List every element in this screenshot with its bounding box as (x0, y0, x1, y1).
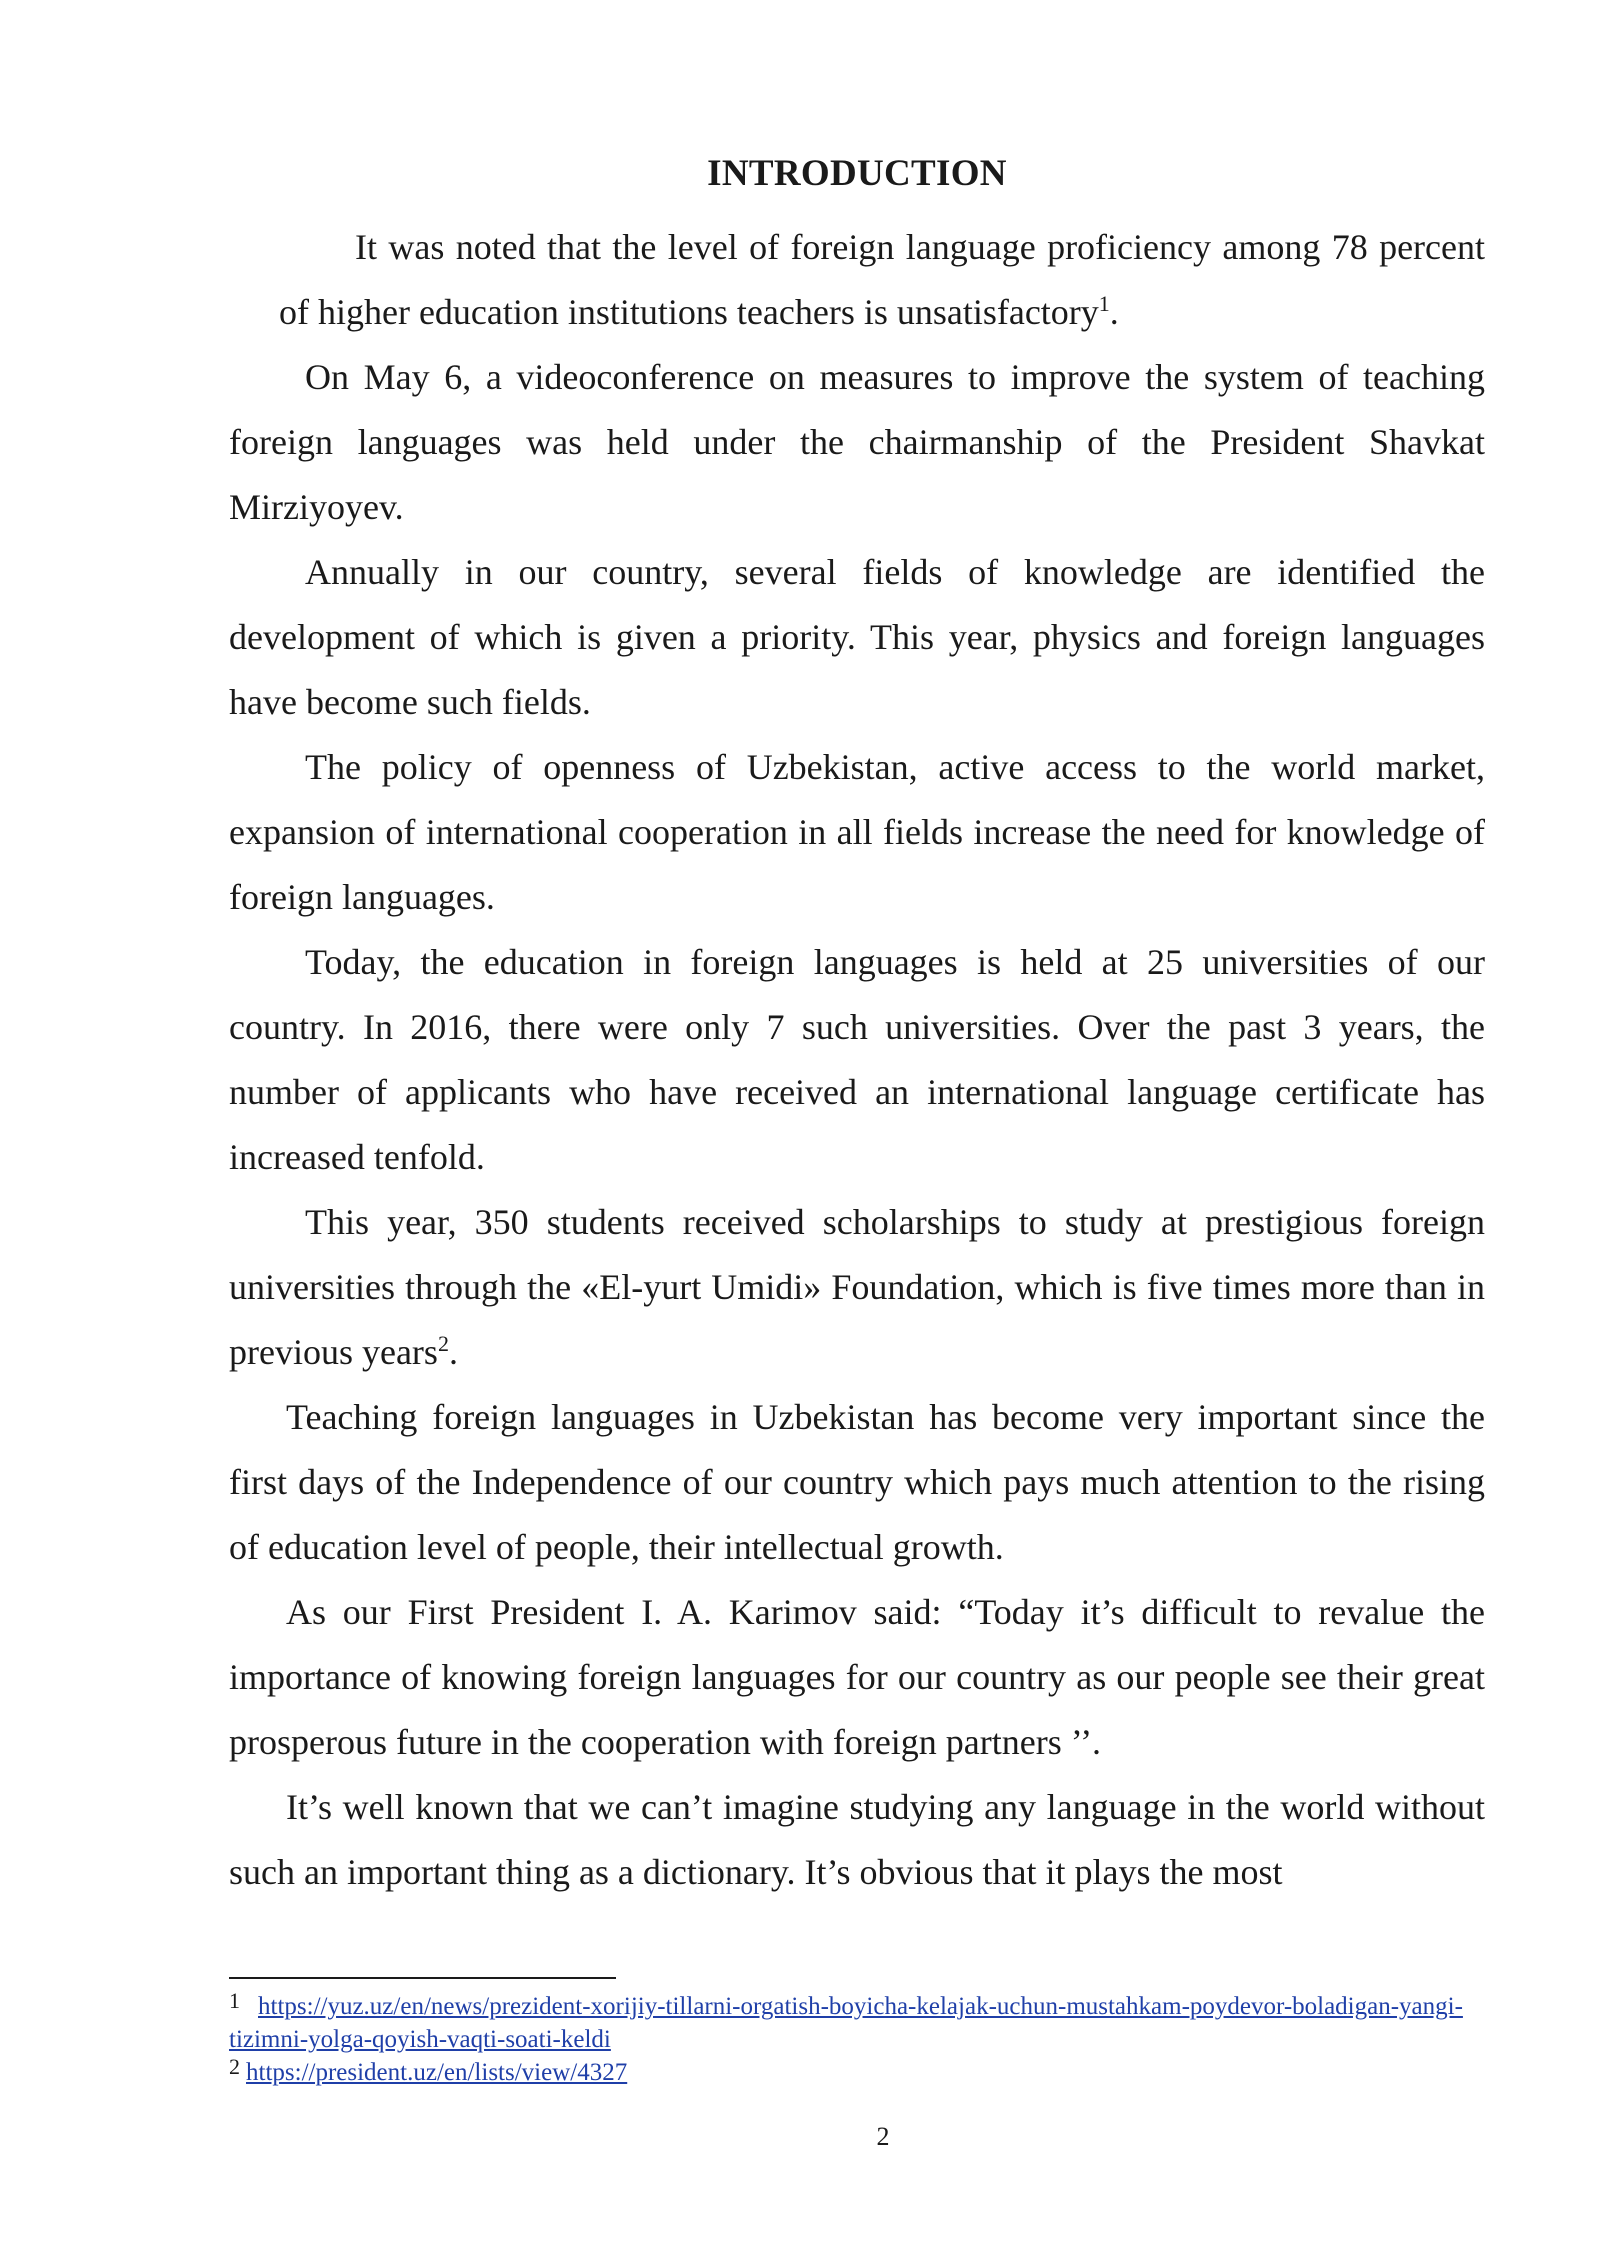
footnote-ref-1[interactable]: 1 (1098, 291, 1110, 316)
footnote-1-link[interactable]: https://yuz.uz/en/news/prezident-xorijiy-tillarni-orgatish-boyicha-kelajak-uchun-mustahkam-poydevor-boladigan-yangi-tizimni-yolga-qoyish-vaqti-soati-keldi (229, 1993, 1463, 2053)
paragraph-7: Teaching foreign languages in Uzbekistan has become very important since the first days of the Independence of our country which pays much attention to the rising of education level of people, their intellectual growth. (229, 1397, 1485, 1567)
paragraph-3: Annually in our country, several fields of knowledge are identified the development of which is given a priority. This year, physics and foreign languages have become such fields. (229, 552, 1485, 722)
paragraph-1 (279, 215, 1485, 345)
paragraph-2: On May 6, a videoconference on measures to improve the system of teaching foreign languages was held under the chairmanship of the President Shavkat Mirziyoyev. (229, 357, 1485, 527)
paragraph-9: It’s well known that we can’t imagine studying any language in the world without such an important thing as a dictionary. It’s obvious that it plays the most (229, 1787, 1485, 1892)
footnote-1 (229, 1990, 1488, 2056)
footnote-ref-2[interactable]: 2 (437, 1331, 449, 1356)
paragraph-1-end: . (1109, 292, 1119, 332)
footnotes (229, 1990, 1488, 2089)
paragraph-6-text: This year, 350 students received scholarships to study at prestigious foreign universities through the «El-yurt Umidi» Foundation, which is five times more than in previous years (229, 1202, 1485, 1372)
paragraph-4: The policy of openness of Uzbekistan, active access to the world market, expansion of international cooperation in all fields increase the need for knowledge of foreign languages. (229, 747, 1485, 917)
paragraph-1-text: It was noted that the level of foreign language proficiency among 78 percent of higher education institutions teachers is unsatisfactory (279, 227, 1485, 332)
paragraph-6-end: . (448, 1332, 458, 1372)
footnote-2 (229, 2056, 1488, 2089)
footnote-2-number: 2 (229, 2054, 240, 2079)
paragraph-8: As our First President I. A. Karimov said: “Today it’s difficult to revalue the importance of knowing foreign languages for our country as our people see their great prosperous future in the cooperation with foreign partners ’’. (229, 1592, 1485, 1762)
page-title: INTRODUCTION (707, 153, 1007, 194)
footnote-1-number: 1 (229, 1988, 240, 2013)
body-text (229, 215, 1485, 1905)
footnote-2-link[interactable]: https://president.uz/en/lists/view/4327 (246, 2059, 628, 2086)
page-number: 2 (876, 2122, 890, 2151)
paragraph-6 (229, 1190, 1485, 1385)
footnote-separator (229, 1977, 616, 1979)
paragraph-5: Today, the education in foreign languages is held at 25 universities of our country. In 2016, there were only 7 such universities. Over the past 3 years, the number of applicants who have received an international language certificate has increased tenfold. (229, 942, 1485, 1177)
